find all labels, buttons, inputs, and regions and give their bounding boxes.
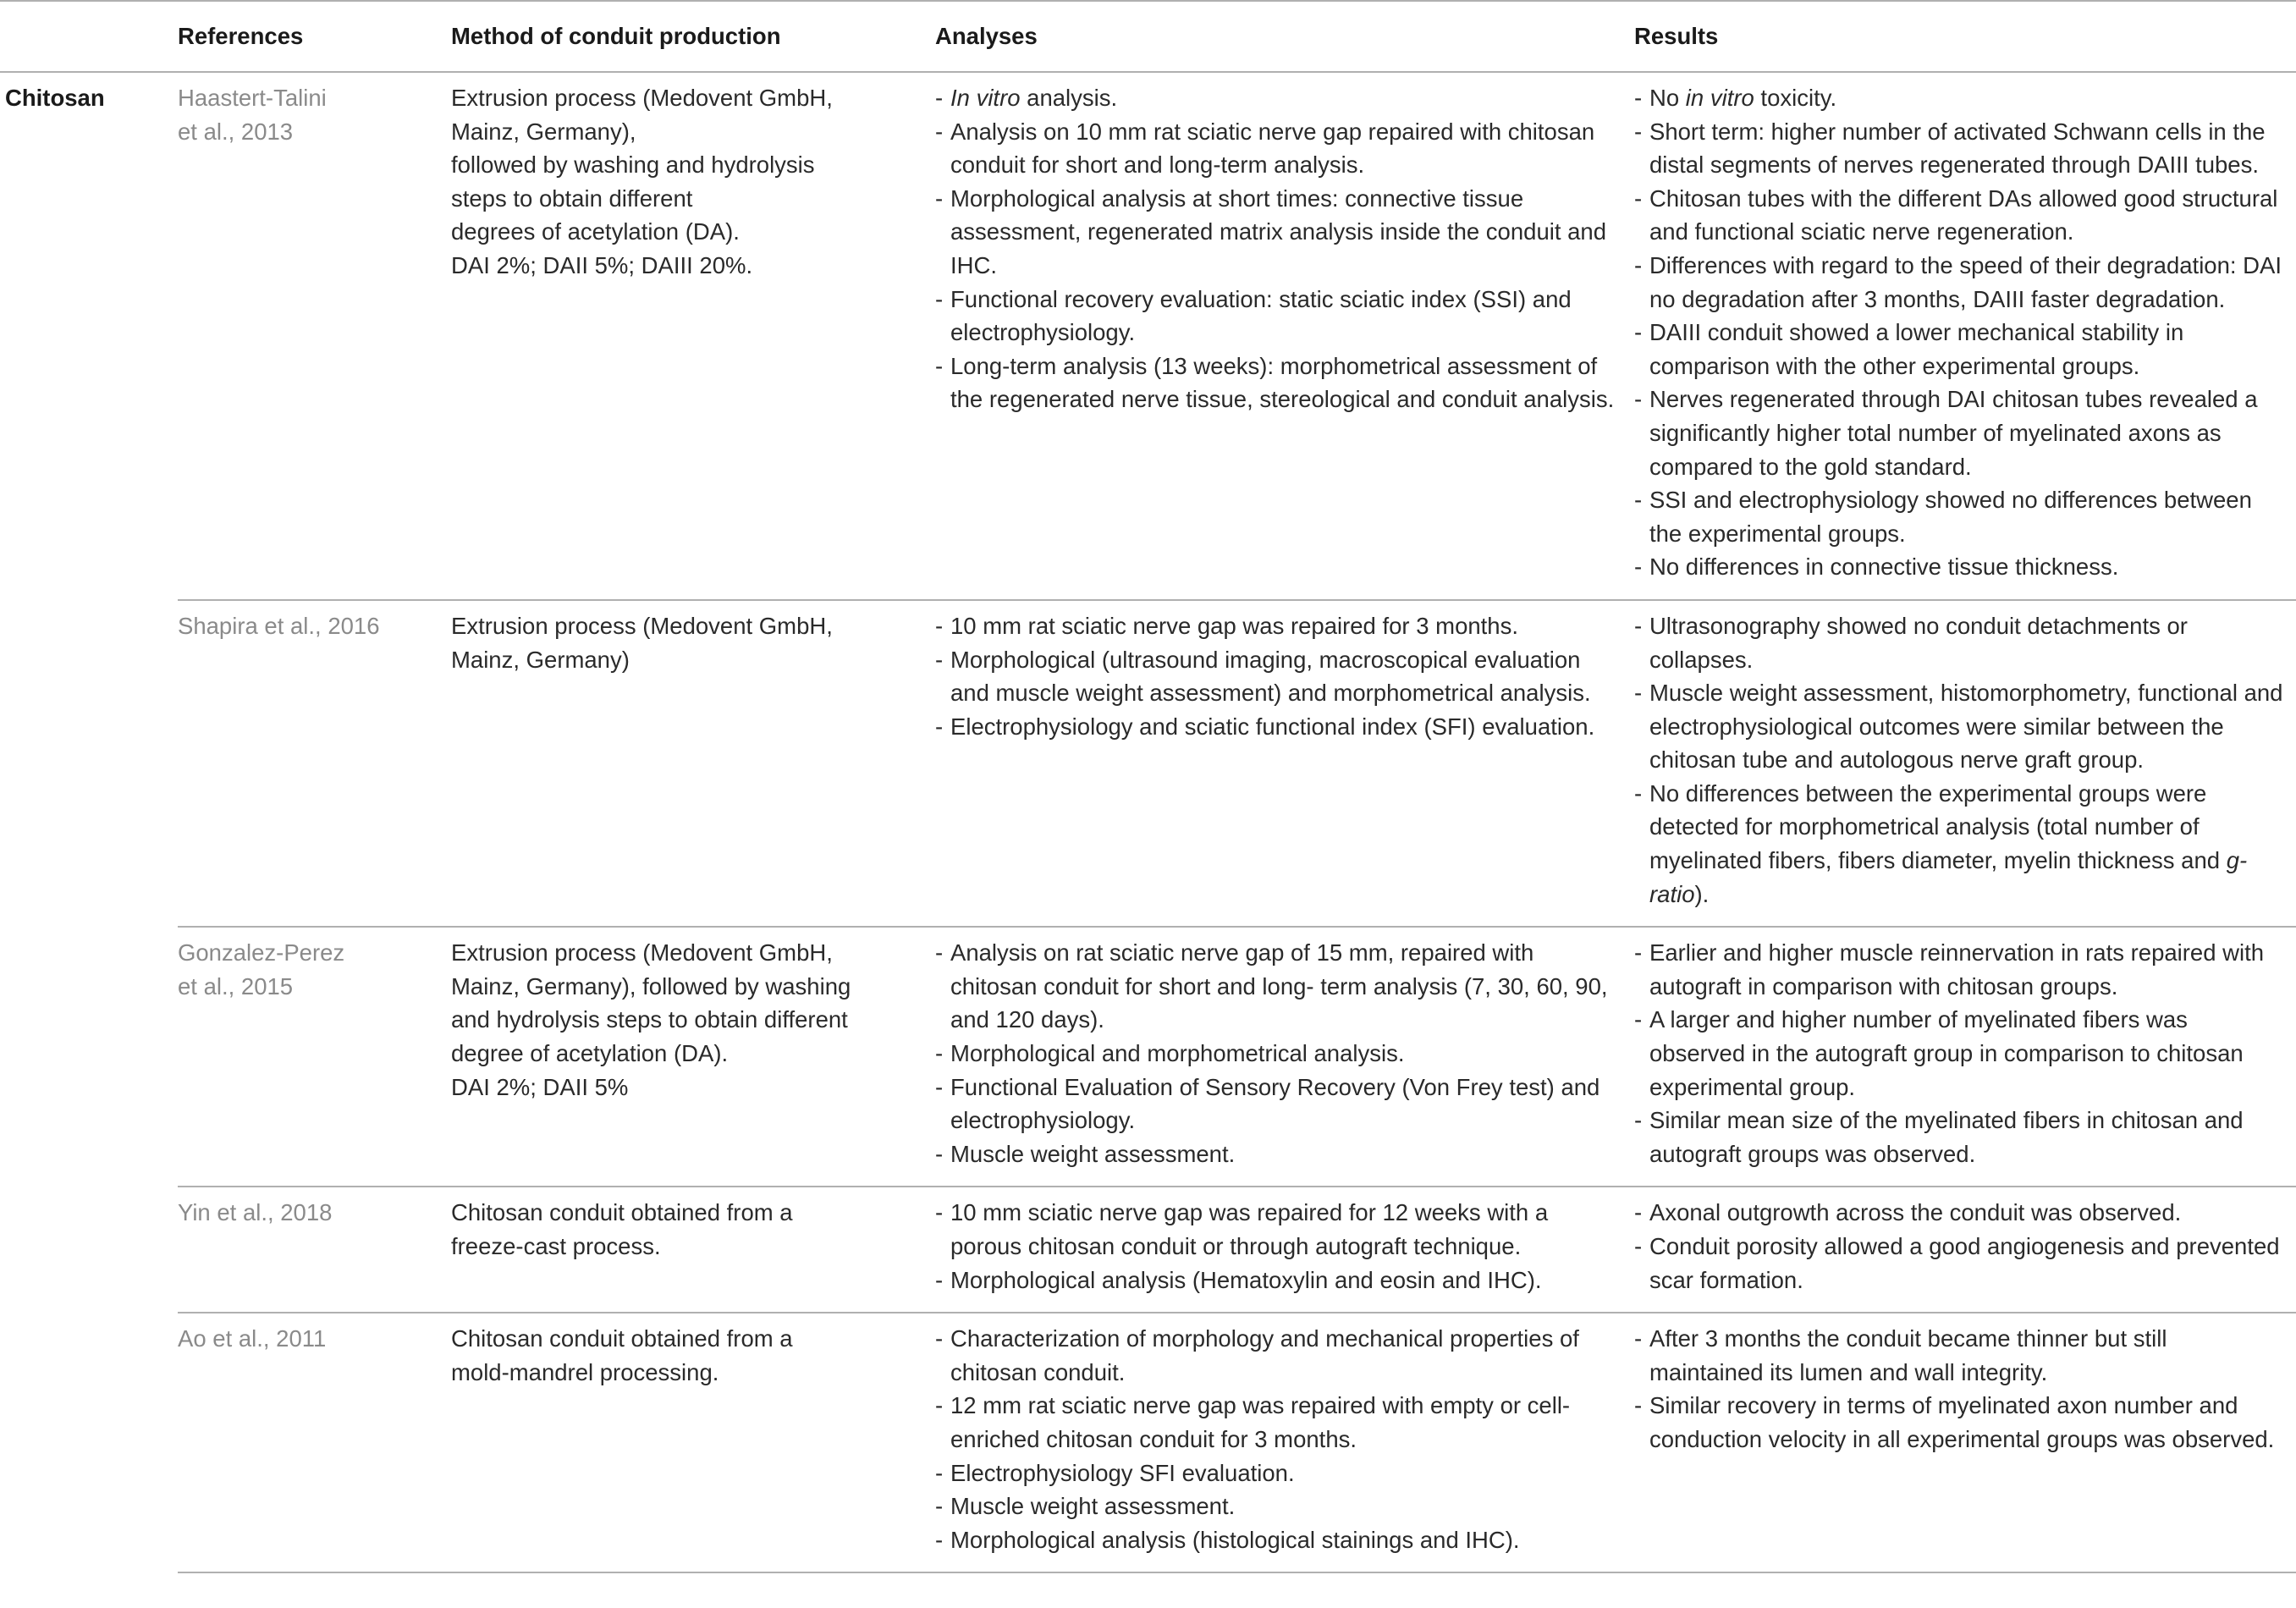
results-cell-list xyxy=(1634,936,2284,1170)
header-material xyxy=(0,1,178,72)
reference-cell-line: Shapira et al., 2016 xyxy=(178,612,380,639)
method-cell xyxy=(451,600,935,927)
method-cell-line: Mainz, Germany), xyxy=(451,118,636,145)
reference-cell xyxy=(178,1313,451,1572)
method-cell-line: freeze-cast process. xyxy=(451,1233,661,1259)
method-cell-line: and hydrolysis steps to obtain different xyxy=(451,1006,848,1033)
reference-cell xyxy=(178,1187,451,1313)
list-item: - Ultrasonography showed no conduit detachments or collapses. xyxy=(1634,609,2284,676)
results-cell-list xyxy=(1634,609,2284,911)
list-item: - Short term: higher number of activated Schwann cells in the distal segments of nerves regenerated through DAIII tubes. xyxy=(1634,115,2284,182)
results-cell xyxy=(1634,72,2296,600)
table-row xyxy=(0,927,2296,1187)
analyses-cell xyxy=(935,1187,1634,1313)
results-cell xyxy=(1634,927,2296,1187)
table-row xyxy=(0,1313,2296,1572)
method-cell-line: degree of acetylation (DA). xyxy=(451,1040,729,1067)
list-item: - Similar recovery in terms of myelinated axon number and conduction velocity in all experimental groups was observed. xyxy=(1634,1389,2284,1456)
analyses-cell-list xyxy=(935,1196,1622,1297)
method-cell-line: steps to obtain different xyxy=(451,184,693,212)
method-cell-line: Extrusion process (Medovent GmbH, xyxy=(451,85,833,111)
analyses-cell xyxy=(935,600,1634,927)
reference-cell xyxy=(178,72,451,600)
text-segment: toxicity. xyxy=(1754,85,1837,111)
results-cell-list xyxy=(1634,1322,2284,1456)
list-item: - Analysis on rat sciatic nerve gap of 15 mm, repaired with chitosan conduit for short and long- term analysis (7, 30, 60, 90, and 120 days). xyxy=(935,936,1622,1037)
text-segment: analysis. xyxy=(1020,85,1118,111)
list-item: - Morphological analysis (Hematoxylin and eosin and IHC). xyxy=(935,1264,1622,1297)
method-cell-line: DAI 2%; DAII 5% xyxy=(451,1073,629,1100)
list-item: - Morphological analysis (histological stainings and IHC). xyxy=(935,1523,1622,1557)
results-cell-list xyxy=(1634,81,2284,584)
method-cell xyxy=(451,927,935,1187)
list-item: - Nerves regenerated through DAI chitosan tubes revealed a significantly higher total number of myelinated axons as compared to the gold standard. xyxy=(1634,383,2284,483)
list-item: - After 3 months the conduit became thinner but still maintained its lumen and wall integrity. xyxy=(1634,1322,2284,1389)
method-cell-line: Extrusion process (Medovent GmbH, xyxy=(451,939,833,966)
list-item: - Muscle weight assessment, histomorphometry, functional and electrophysiological outcomes were similar between the chitosan tube and autologous nerve graft group. xyxy=(1634,676,2284,777)
method-cell xyxy=(451,72,935,600)
reference-cell-line: Gonzalez-Perez xyxy=(178,939,345,966)
analyses-cell-list xyxy=(935,936,1622,1170)
list-item: - Chitosan tubes with the different DAs allowed good structural and functional sciatic nerve regeneration. xyxy=(1634,182,2284,249)
results-cell-list xyxy=(1634,1196,2284,1297)
list-item: - A larger and higher number of myelinated fibers was observed in the autograft group in comparison to chitosan experimental group. xyxy=(1634,1003,2284,1104)
list-item: - Similar mean size of the myelinated fibers in chitosan and autograft groups was observed. xyxy=(1634,1104,2284,1170)
list-item: - Characterization of morphology and mechanical properties of chitosan conduit. xyxy=(935,1322,1622,1389)
list-item: - SSI and electrophysiology showed no differences between the experimental groups. xyxy=(1634,483,2284,550)
list-item: - Morphological analysis at short times: connective tissue assessment, regenerated matrix analysis inside the conduit and IHC. xyxy=(935,182,1622,283)
table-row xyxy=(0,1187,2296,1313)
method-cell-line: Chitosan conduit obtained from a xyxy=(451,1325,793,1352)
reference-cell-line: et al., 2013 xyxy=(178,118,294,145)
header-results: Results xyxy=(1634,1,2296,72)
list-item: - Muscle weight assessment. xyxy=(935,1490,1622,1523)
list-item: - 10 mm rat sciatic nerve gap was repaired for 3 months. xyxy=(935,609,1622,643)
text-segment: No xyxy=(1649,85,1686,111)
list-item xyxy=(1634,777,2284,911)
list-item: - Electrophysiology SFI evaluation. xyxy=(935,1457,1622,1490)
analyses-cell xyxy=(935,72,1634,600)
list-item: - Muscle weight assessment. xyxy=(935,1137,1622,1171)
reference-cell xyxy=(178,600,451,927)
reference-cell-line: et al., 2015 xyxy=(178,972,294,999)
reference-cell-line: Ao et al., 2011 xyxy=(178,1325,327,1352)
header-references: References xyxy=(178,1,451,72)
header-row xyxy=(0,1,2296,72)
material-label: Chitosan xyxy=(5,85,105,111)
method-cell-line: DAI 2%; DAII 5%; DAIII 20%. xyxy=(451,251,753,278)
list-item: - Differences with regard to the speed of their degradation: DAI no degradation after 3 months, DAIII faster degradation. xyxy=(1634,249,2284,316)
method-cell-line: Mainz, Germany), followed by washing xyxy=(451,972,851,999)
results-cell xyxy=(1634,1313,2296,1572)
list-item: - Morphological (ultrasound imaging, macroscopical evaluation and muscle weight assessment) and morphometrical analysis. xyxy=(935,643,1622,710)
header-method: Method of conduit production xyxy=(451,1,935,72)
table-header xyxy=(0,1,2296,72)
text-segment: ). xyxy=(1694,880,1710,907)
reference-cell-line: Yin et al., 2018 xyxy=(178,1199,333,1226)
table-row xyxy=(0,600,2296,927)
list-item: - Conduit porosity allowed a good angiogenesis and prevented scar formation. xyxy=(1634,1230,2284,1297)
list-item: - 12 mm rat sciatic nerve gap was repaired with empty or cell-enriched chitosan conduit for 3 months. xyxy=(935,1389,1622,1456)
list-item: - DAIII conduit showed a lower mechanical stability in comparison with the other experimental groups. xyxy=(1634,316,2284,383)
analyses-cell xyxy=(935,927,1634,1187)
results-cell xyxy=(1634,600,2296,927)
list-item: - Axonal outgrowth across the conduit was observed. xyxy=(1634,1196,2284,1230)
reference-cell-line: Haastert-Talini xyxy=(178,85,327,111)
table-body xyxy=(0,72,2296,1572)
list-item: - Electrophysiology and sciatic functional index (SFI) evaluation. xyxy=(935,710,1622,744)
text-segment: No differences between the experimental groups were detected for morphometrical analysis (total number of myelinated fibers, fibers diameter, myelin thickness and xyxy=(1649,779,2227,874)
analyses-cell-list xyxy=(935,81,1622,416)
list-item: - Morphological and morphometrical analysis. xyxy=(935,1037,1622,1071)
italic-text: in vitro xyxy=(1685,85,1754,111)
list-item: - Long-term analysis (13 weeks): morphometrical assessment of the regenerated nerve tissue, stereological and conduit analysis. xyxy=(935,350,1622,416)
method-cell-line: Extrusion process (Medovent GmbH, xyxy=(451,612,833,639)
list-item xyxy=(935,81,1622,115)
header-analyses: Analyses xyxy=(935,1,1634,72)
list-item: - Analysis on 10 mm rat sciatic nerve gap repaired with chitosan conduit for short and long-term analysis. xyxy=(935,115,1622,182)
method-cell-line: Mainz, Germany) xyxy=(451,646,630,673)
list-item xyxy=(1634,81,2284,115)
method-cell-line: followed by washing and hydrolysis xyxy=(451,151,815,179)
method-cell-line: degrees of acetylation (DA). xyxy=(451,218,740,245)
list-item: - Functional Evaluation of Sensory Recovery (Von Frey test) and electrophysiology. xyxy=(935,1071,1622,1137)
analyses-cell-list xyxy=(935,609,1622,743)
reference-cell xyxy=(178,927,451,1187)
method-cell-line: Chitosan conduit obtained from a xyxy=(451,1199,793,1226)
results-cell xyxy=(1634,1187,2296,1313)
list-item: - No differences in connective tissue thickness. xyxy=(1634,550,2284,584)
italic-text: In vitro xyxy=(950,85,1021,111)
analyses-cell xyxy=(935,1313,1634,1572)
list-item: - Earlier and higher muscle reinnervation in rats repaired with autograft in comparison with chitosan groups. xyxy=(1634,936,2284,1003)
list-item: - Functional recovery evaluation: static sciatic index (SSI) and electrophysiology. xyxy=(935,283,1622,350)
method-cell xyxy=(451,1187,935,1313)
method-cell-line: mold-mandrel processing. xyxy=(451,1358,719,1385)
method-cell xyxy=(451,1313,935,1572)
analyses-cell-list xyxy=(935,1322,1622,1556)
table-row xyxy=(0,72,2296,600)
list-item: - 10 mm sciatic nerve gap was repaired for 12 weeks with a porous chitosan conduit or through autograft technique. xyxy=(935,1196,1622,1263)
italic-text: g-ratio xyxy=(1649,847,2248,907)
